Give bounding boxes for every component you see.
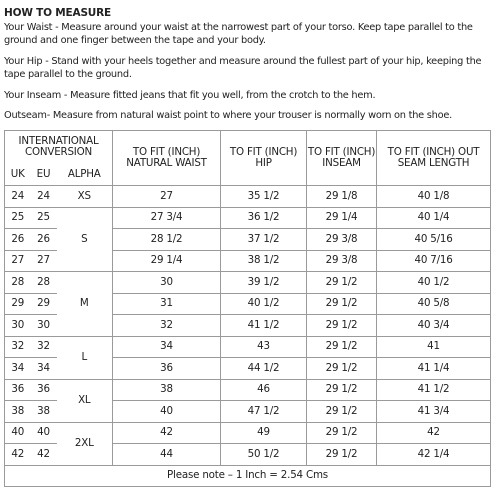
header-inseam: TO FIT (INCH) INSEAM xyxy=(307,131,377,186)
table-row xyxy=(5,336,491,358)
table-row xyxy=(5,379,491,401)
cell-natural-waist: 27 3/4 xyxy=(113,207,221,229)
cell-uk: 36 xyxy=(5,379,31,401)
cell-eu: 25 xyxy=(31,207,57,229)
cell-eu: 27 xyxy=(31,250,57,272)
outseam-instruction: Outseam- Measure from natural waist point to where your trouser is normally worn on the shoe. xyxy=(4,110,452,121)
cell-natural-waist: 36 xyxy=(113,358,221,380)
cell-outseam: 40 5/8 xyxy=(377,293,491,315)
cell-uk: 25 xyxy=(5,207,31,229)
cell-uk: 40 xyxy=(5,422,31,444)
cell-inseam: 29 1/4 xyxy=(307,207,377,229)
cell-hip: 38 1/2 xyxy=(221,250,307,272)
cell-natural-waist: 38 xyxy=(113,379,221,401)
page-title: HOW TO MEASURE xyxy=(4,7,111,19)
cell-eu: 42 xyxy=(31,444,57,466)
cell-inseam: 29 1/2 xyxy=(307,401,377,423)
cell-hip: 40 1/2 xyxy=(221,293,307,315)
cell-outseam: 40 1/8 xyxy=(377,186,491,208)
cell-natural-waist: 42 xyxy=(113,422,221,444)
cell-hip: 47 1/2 xyxy=(221,401,307,423)
cell-inseam: 29 1/8 xyxy=(307,186,377,208)
cell-hip: 36 1/2 xyxy=(221,207,307,229)
cell-natural-waist: 34 xyxy=(113,336,221,358)
size-chart-table xyxy=(4,130,491,487)
cell-outseam: 40 1/2 xyxy=(377,272,491,294)
cell-inseam: 29 1/2 xyxy=(307,444,377,466)
cell-outseam: 41 xyxy=(377,336,491,358)
cell-natural-waist: 32 xyxy=(113,315,221,337)
cell-outseam: 40 1/4 xyxy=(377,207,491,229)
header-hip: TO FIT (INCH) HIP xyxy=(221,131,307,186)
cell-uk: 29 xyxy=(5,293,31,315)
cell-eu: 28 xyxy=(31,272,57,294)
cell-natural-waist: 28 1/2 xyxy=(113,229,221,251)
cell-outseam: 42 1/4 xyxy=(377,444,491,466)
cell-alpha: L xyxy=(57,336,113,379)
cell-hip: 35 1/2 xyxy=(221,186,307,208)
cell-hip: 50 1/2 xyxy=(221,444,307,466)
cell-outseam: 40 5/16 xyxy=(377,229,491,251)
note-row xyxy=(5,465,491,486)
cell-eu: 36 xyxy=(31,379,57,401)
cell-hip: 49 xyxy=(221,422,307,444)
table-row xyxy=(5,207,491,229)
header-natural-waist: TO FIT (INCH) NATURAL WAIST xyxy=(113,131,221,186)
cell-uk: 24 xyxy=(5,186,31,208)
cell-uk: 38 xyxy=(5,401,31,423)
cell-uk: 27 xyxy=(5,250,31,272)
cell-outseam: 42 xyxy=(377,422,491,444)
header-uk: UK xyxy=(5,163,31,186)
cell-natural-waist: 29 1/4 xyxy=(113,250,221,272)
cell-inseam: 29 1/2 xyxy=(307,315,377,337)
cell-inseam: 29 3/8 xyxy=(307,250,377,272)
cell-outseam: 40 3/4 xyxy=(377,315,491,337)
cell-outseam: 41 1/4 xyxy=(377,358,491,380)
cell-uk: 42 xyxy=(5,444,31,466)
cell-inseam: 29 1/2 xyxy=(307,293,377,315)
inseam-instruction: Your Inseam - Measure fitted jeans that fit you well, from the crotch to the hem. xyxy=(4,90,376,101)
header-eu: EU xyxy=(31,163,57,186)
waist-instruction: Your Waist - Measure around your waist at the narrowest part of your torso. Keep tape parallel to the ground and one finger between the tape and your body. xyxy=(4,22,473,46)
cell-hip: 44 1/2 xyxy=(221,358,307,380)
header-outseam-length: TO FIT (INCH) OUT SEAM LENGTH xyxy=(377,131,491,186)
cell-eu: 30 xyxy=(31,315,57,337)
cell-inseam: 29 1/2 xyxy=(307,379,377,401)
cell-inseam: 29 1/2 xyxy=(307,272,377,294)
cell-eu: 32 xyxy=(31,336,57,358)
table-header-row xyxy=(5,131,491,164)
cell-eu: 24 xyxy=(31,186,57,208)
cell-eu: 26 xyxy=(31,229,57,251)
cell-hip: 43 xyxy=(221,336,307,358)
cell-inseam: 29 1/2 xyxy=(307,358,377,380)
cell-natural-waist: 40 xyxy=(113,401,221,423)
cell-hip: 37 1/2 xyxy=(221,229,307,251)
cell-eu: 38 xyxy=(31,401,57,423)
cell-natural-waist: 31 xyxy=(113,293,221,315)
cell-uk: 32 xyxy=(5,336,31,358)
cell-hip: 39 1/2 xyxy=(221,272,307,294)
cell-alpha: XS xyxy=(57,186,113,208)
cell-inseam: 29 1/2 xyxy=(307,336,377,358)
cell-uk: 34 xyxy=(5,358,31,380)
table-row xyxy=(5,422,491,444)
cell-uk: 26 xyxy=(5,229,31,251)
cell-outseam: 41 3/4 xyxy=(377,401,491,423)
header-alpha: ALPHA xyxy=(57,163,113,186)
table-row xyxy=(5,186,491,208)
cell-eu: 34 xyxy=(31,358,57,380)
cell-alpha: 2XL xyxy=(57,422,113,465)
cell-uk: 30 xyxy=(5,315,31,337)
conversion-note: Please note – 1 Inch = 2.54 Cms xyxy=(5,465,491,486)
cell-outseam: 40 7/16 xyxy=(377,250,491,272)
header-international-conversion: INTERNATIONAL CONVERSION xyxy=(5,131,113,164)
cell-hip: 41 1/2 xyxy=(221,315,307,337)
cell-uk: 28 xyxy=(5,272,31,294)
cell-outseam: 41 1/2 xyxy=(377,379,491,401)
cell-alpha: XL xyxy=(57,379,113,422)
table-row xyxy=(5,272,491,294)
cell-alpha: S xyxy=(57,207,113,272)
cell-eu: 29 xyxy=(31,293,57,315)
cell-natural-waist: 27 xyxy=(113,186,221,208)
cell-inseam: 29 1/2 xyxy=(307,422,377,444)
cell-alpha: M xyxy=(57,272,113,337)
cell-inseam: 29 3/8 xyxy=(307,229,377,251)
cell-natural-waist: 30 xyxy=(113,272,221,294)
cell-hip: 46 xyxy=(221,379,307,401)
cell-natural-waist: 44 xyxy=(113,444,221,466)
cell-eu: 40 xyxy=(31,422,57,444)
hip-instruction: Your Hip - Stand with your heels together and measure around the fullest part of your hip, keeping the tape parallel to the ground. xyxy=(4,56,482,80)
